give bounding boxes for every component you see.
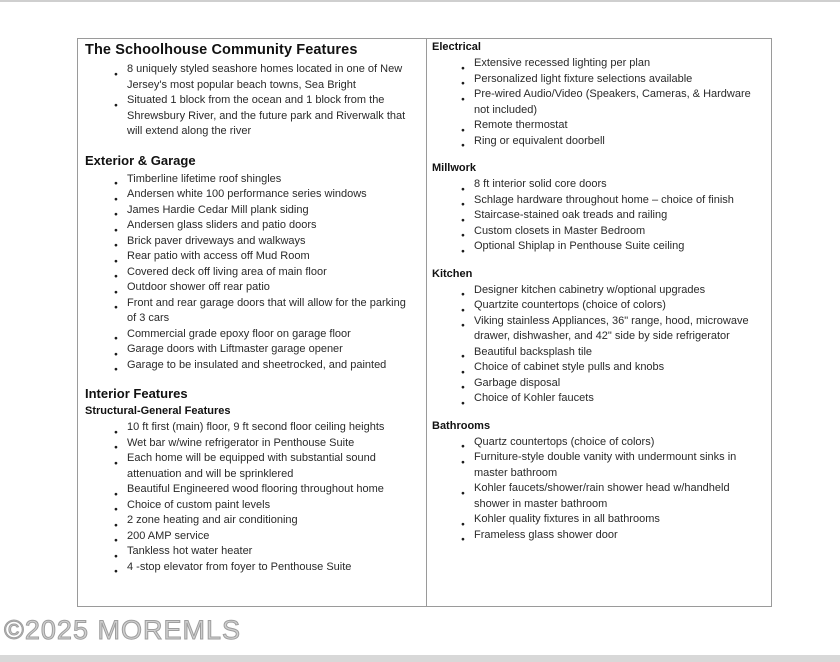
bullet-item: ● Garage to be insulated and sheetrocked, and painted [111, 358, 418, 374]
millwork-title: Millwork [432, 162, 477, 174]
bullet-item: ● Custom closets in Master Bedroom [458, 224, 763, 240]
bullet-item: ● Each home will be equipped with substantial sound attenuation and will be sprinklered [111, 451, 418, 482]
bullet-item: ● 8 uniquely styled seashore homes located in one of New Jersey's most popular beach towns, Sea Bright [111, 62, 418, 93]
bullet-item: ● Brick paver driveways and walkways [111, 234, 418, 250]
feature-list [432, 56, 763, 149]
image-top-edge [0, 0, 840, 2]
bullet-item: ● Garbage disposal [458, 376, 763, 392]
electrical-title: Electrical [432, 41, 481, 53]
bullet-item: ● Wet bar w/wine refrigerator in Penthouse Suite [111, 436, 418, 452]
feature-list [432, 177, 763, 255]
bullet-item: ● Choice of cabinet style pulls and knobs [458, 360, 763, 376]
right-column [427, 39, 771, 606]
bullet-item: ● Remote thermostat [458, 118, 763, 134]
section-exterior-garage [85, 153, 418, 374]
bullet-item: ● Pre-wired Audio/Video (Speakers, Cameras, & Hardware not included) [458, 87, 763, 118]
bullet-item: ● 8 ft interior solid core doors [458, 177, 763, 193]
bullet-item: ● Timberline lifetime roof shingles [111, 172, 418, 188]
feature-list [85, 420, 418, 575]
bullet-item: ● Garage doors with Liftmaster garage opener [111, 342, 418, 358]
feature-list [85, 172, 418, 374]
feature-sheet-table [77, 38, 772, 607]
mls-copyright-watermark: ©2025 MOREMLS [4, 615, 241, 645]
section-interior-features [85, 386, 418, 575]
bullet-item: ● Viking stainless Appliances, 36" range, hood, microwave drawer, dishwasher, and 42" side by side refrigerator [458, 314, 763, 345]
community-features-title: The Schoolhouse Community Features [85, 42, 358, 58]
bullet-item: ● Kohler quality fixtures in all bathrooms [458, 512, 763, 528]
interior-features-title: Interior Features [85, 386, 188, 401]
left-column [78, 39, 427, 606]
feature-list [432, 283, 763, 407]
bullet-item: ● Andersen glass sliders and patio doors [111, 218, 418, 234]
exterior-garage-title: Exterior & Garage [85, 152, 196, 168]
bullet-item: ● 2 zone heating and air conditioning [111, 513, 418, 529]
bullet-item: ● Furniture-style double vanity with undermount sinks in master bathroom [458, 450, 763, 481]
bullet-item: ● Quartzite countertops (choice of colors) [458, 298, 763, 314]
bullet-item: ● Beautiful backsplash tile [458, 345, 763, 361]
bullet-item: ● Tankless hot water heater [111, 544, 418, 560]
bullet-item: ● James Hardie Cedar Mill plank siding [111, 203, 418, 219]
section-electrical [432, 41, 763, 149]
kitchen-title: Kitchen [432, 267, 473, 280]
bullet-item: ● Situated 1 block from the ocean and 1 block from the Shrewsbury River, and the future park and Riverwalk that will extend along the river [111, 93, 418, 140]
bullet-item: ● Staircase-stained oak treads and railing [458, 208, 763, 224]
bullet-item: ● Covered deck off living area of main floor [111, 265, 418, 281]
feature-list [85, 62, 418, 140]
bullet-item: ● Rear patio with access off Mud Room [111, 249, 418, 265]
bullet-item: ● Front and rear garage doors that will allow for the parking of 3 cars [111, 296, 418, 327]
bullet-item: ● Choice of Kohler faucets [458, 391, 763, 407]
section-bathrooms [432, 420, 763, 544]
bullet-item: ● Designer kitchen cabinetry w/optional upgrades [458, 283, 763, 299]
structural-general-subtitle: Structural-General Features [85, 405, 231, 417]
bullet-item: ● Schlage hardware throughout home – choice of finish [458, 193, 763, 209]
bullet-item: ● Frameless glass shower door [458, 528, 763, 544]
section-community-features [85, 42, 418, 140]
bullet-item: ● Optional Shiplap in Penthouse Suite ceiling [458, 239, 763, 255]
bullet-item: ● Ring or equivalent doorbell [458, 134, 763, 150]
bathrooms-title: Bathrooms [432, 419, 491, 432]
section-millwork [432, 162, 763, 255]
bullet-item: ● 10 ft first (main) floor, 9 ft second floor ceiling heights [111, 420, 418, 436]
bullet-item: ● Andersen white 100 performance series windows [111, 187, 418, 203]
bullet-item: ● Commercial grade epoxy floor on garage floor [111, 327, 418, 343]
bullet-item: ● Personalized light fixture selections available [458, 72, 763, 88]
image-bottom-edge [0, 655, 840, 662]
bullet-item: ● Outdoor shower off rear patio [111, 280, 418, 296]
feature-list [432, 435, 763, 544]
bullet-item: ● 200 AMP service [111, 529, 418, 545]
bullet-item: ● Quartz countertops (choice of colors) [458, 435, 763, 451]
bullet-item: ● 4 -stop elevator from foyer to Penthouse Suite [111, 560, 418, 576]
bullet-item: ● Beautiful Engineered wood flooring throughout home [111, 482, 418, 498]
section-kitchen [432, 268, 763, 407]
bullet-item: ● Kohler faucets/shower/rain shower head w/handheld shower in master bathroom [458, 481, 763, 512]
bullet-item: ● Extensive recessed lighting per plan [458, 56, 763, 72]
bullet-item: ● Choice of custom paint levels [111, 498, 418, 514]
